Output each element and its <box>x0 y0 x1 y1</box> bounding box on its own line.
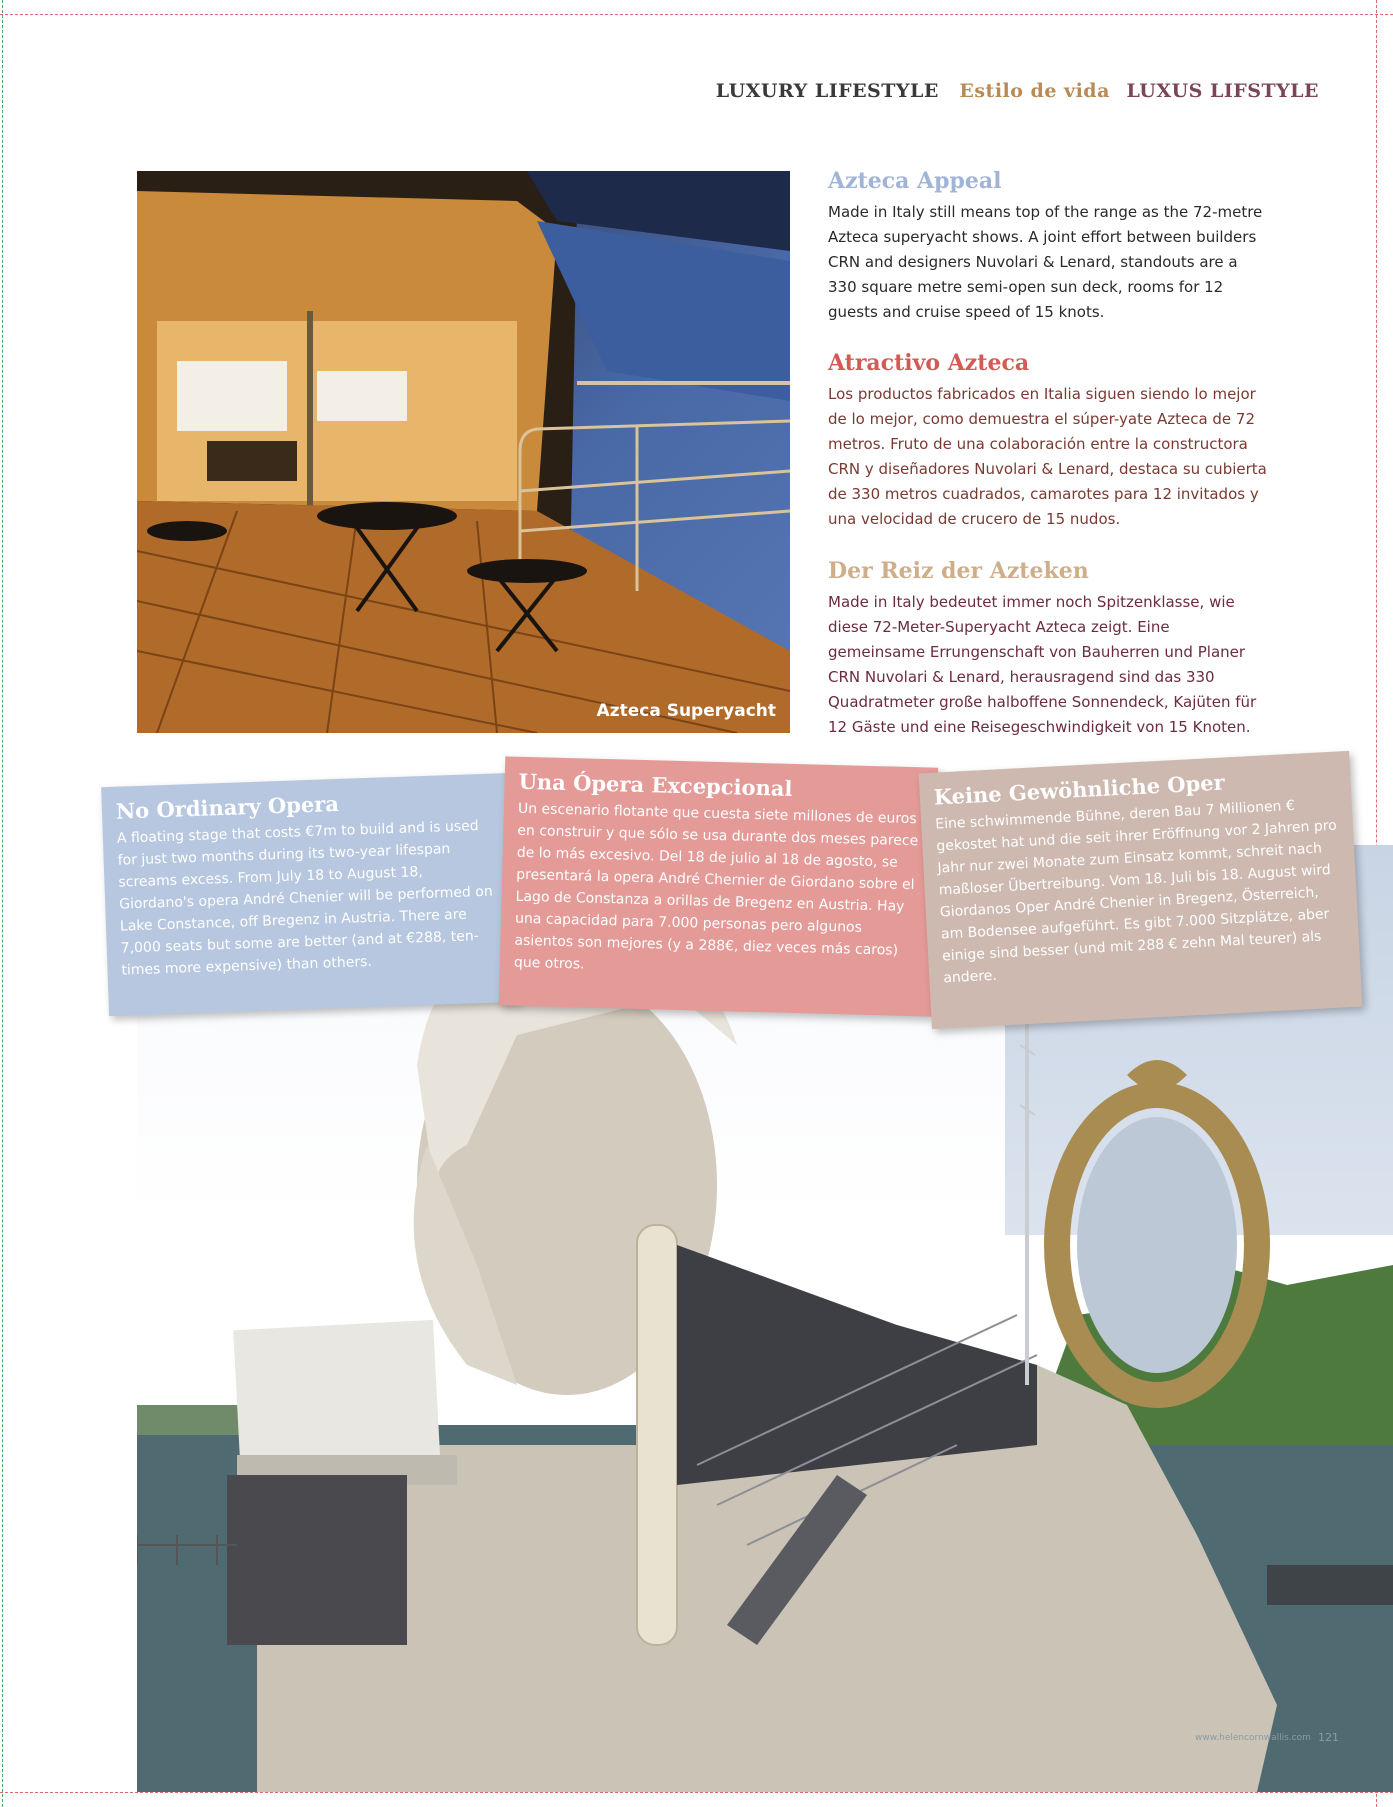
trim-line-top <box>0 14 1393 15</box>
header-english: LUXURY LIFESTYLE <box>715 80 939 102</box>
trim-line-bottom <box>0 1792 1393 1793</box>
opera-english-title: No Ordinary Opera <box>115 790 340 824</box>
azteca-german-title: Der Reiz der Azteken <box>828 558 1089 584</box>
yacht-caption: Azteca Superyacht <box>596 701 776 721</box>
footer-url[interactable]: www.helencornwallis.com <box>1195 1733 1311 1743</box>
opera-german-body: Eine schwimmende Bühne, deren Bau 7 Millionen € gekostet hat und die seit ihrer Eröffnung vor 2 Jahren pro Jahr nur zwei Monate zum Einsatz kommt, schreit nach maßloser Übertreibung. Vom 18. Juli bis 18. August wird Giordanos Oper André Chenier in Bregenz, Österreich, am Bodensee aufgeführt. Es gibt 7.000 Sitzplätze, aber einige sind besser (und mit 288 € zehn Mal teurer) als andere. <box>934 797 1338 987</box>
opera-card-german <box>919 751 1363 1029</box>
azteca-english-title: Azteca Appeal <box>828 168 1002 194</box>
page-number: 121 <box>1318 1731 1339 1744</box>
yacht-photo <box>137 171 790 733</box>
header-german: LUXUS LIFSTYLE <box>1126 80 1319 102</box>
header-spanish: Estilo de vida <box>959 80 1110 102</box>
section-header <box>716 80 1319 102</box>
azteca-spanish <box>828 350 1268 532</box>
azteca-english-body: Made in Italy still means top of the range as the 72-metre Azteca superyacht shows. A joint effort between builders CRN and designers Nuvolari & Lenard, standouts are a 330 square metre semi-open sun deck, rooms for 12 guests and cruise speed of 15 knots. <box>828 203 1263 321</box>
azteca-spanish-body: Los productos fabricados en Italia siguen siendo lo mejor de lo mejor, como demuestra el súper-yate Azteca de 72 metros. Fruto de una colaboración entre la constructora CRN y diseñadores Nuvolari & Lenard, destaca su cubierta de 330 metros cuadrados, camarotes para 12 invitados y una velocidad de crucero de 15 nudos. <box>828 385 1267 528</box>
opera-card-spanish <box>499 756 938 1016</box>
opera-spanish-title: Una Ópera Excepcional <box>518 768 793 801</box>
opera-english-body: A floating stage that costs €7m to build and is used for just two months during its two-year lifespan screams excess. From July 18 to August 18, Giordano's opera André Chenier will be performed on Lake Constance, off Bregenz in Austria. There are 7,000 seats but some are better (and at €288, ten-times more expensive) than others. <box>116 818 493 979</box>
azteca-spanish-title: Atractivo Azteca <box>828 350 1030 376</box>
azteca-german-body: Made in Italy bedeutet immer noch Spitzenklasse, wie diese 72-Meter-Superyacht Azteca zeigt. Eine gemeinsame Errungenschaft von Bauherren und Planer CRN Nuvolari & Lenard, herausragend sind das 330 Quadratmeter große halboffene Sonnendeck, Kajüten für 12 Gäste und eine Reisegeschwindigkeit von 15 Knoten. <box>828 593 1257 736</box>
opera-german-title: Keine Gewöhnliche Oper <box>933 769 1226 810</box>
opera-spanish-body: Un escenario flotante que cuesta siete millones de euros en construir y que sólo se usa durante dos meses parece de lo más excesivo. Del 18 de julio al 18 de agosto, se presentará la opera André Chernier de Giordano sobre el Lago de Constanza a orillas de Bregenz en Austria. Hay una capacidad para 7.000 personas pero algunos asientos son mejores (y a 288€, diez veces más caros) que otros. <box>513 800 919 973</box>
trim-line-left <box>2 0 3 1807</box>
azteca-english <box>828 168 1268 325</box>
yacht-illustration <box>137 171 790 733</box>
azteca-german <box>828 558 1268 740</box>
opera-card-english <box>101 773 519 1016</box>
